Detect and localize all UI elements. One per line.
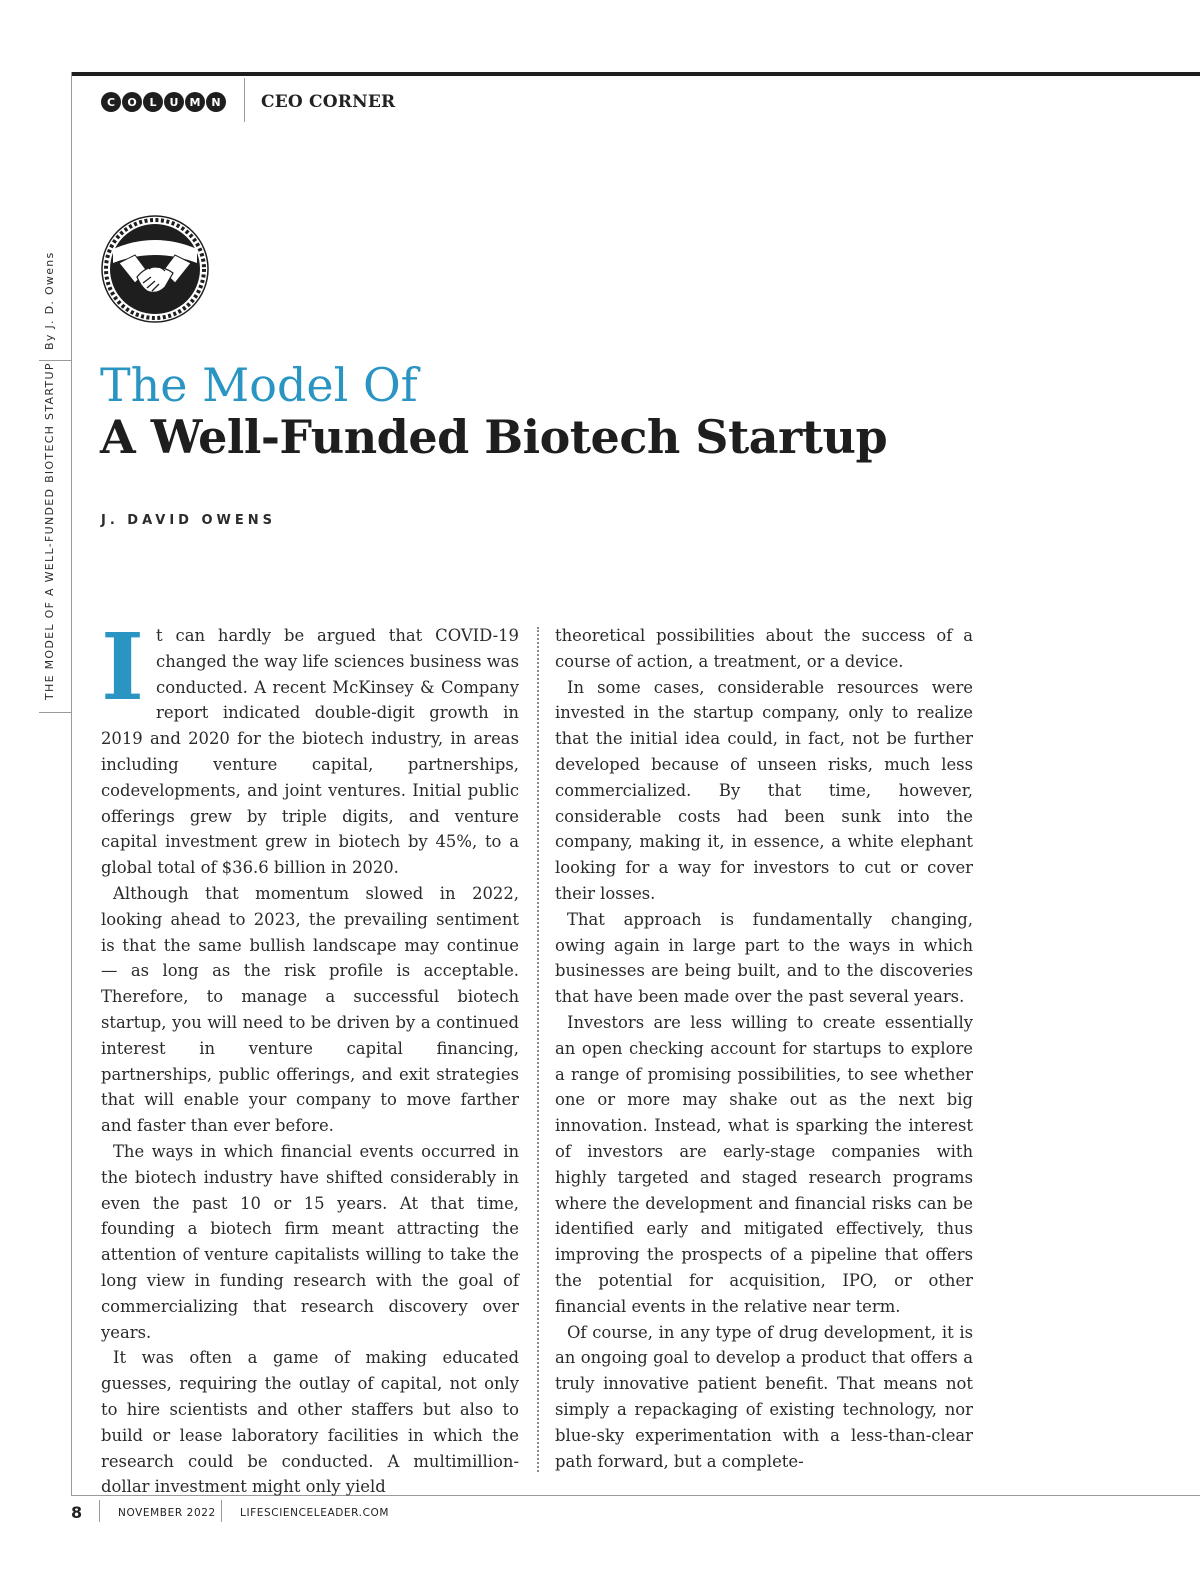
section-name: CEO CORNER	[261, 92, 396, 112]
article-title-line2: A Well-Funded Biotech Startup	[100, 410, 888, 464]
header-divider	[244, 78, 245, 122]
body-paragraph: Of course, in any type of drug development, it is an ongoing goal to develop a product that offers a truly innovative patient benefit. That means not simply a repackaging of existing technology, nor blue-sky experimentation with a less-than-clear path forward, but a complete-	[555, 1322, 973, 1471]
badge-letter: L	[143, 92, 163, 112]
badge-letter: U	[164, 92, 184, 112]
body-paragraph: theoretical possibilities about the success of a course of action, a treatment, or a device.	[555, 626, 973, 671]
column-divider	[537, 627, 539, 1472]
column-badge	[101, 92, 226, 112]
page-number: 8	[71, 1503, 83, 1522]
sidebar-byline: By J. D. Owens	[43, 251, 56, 350]
left-margin-rule	[71, 72, 72, 1496]
author-name: J. DAVID OWENS	[101, 513, 276, 528]
body-paragraph	[101, 613, 519, 881]
website-url: LIFESCIENCELEADER.COM	[240, 1507, 390, 1519]
top-rule	[72, 72, 1200, 76]
sidebar-divider	[39, 712, 71, 713]
body-paragraph: Investors are less willing to create essentially an open checking account for startups to explore a range of promising possibilities, to see whether one or more may shake out as the next big innovation. Instead, what is sparking the interest of investors are early-stage companies with highly targeted and staged research programs where the development and financial risks can be identified early and mitigated effectively, thus improving the prospects of a pipeline that offers the potential for acquisition, IPO, or other financial events in the relative near term.	[555, 1012, 973, 1316]
badge-letter: C	[101, 92, 121, 112]
drop-cap: I	[101, 613, 145, 721]
body-column-left	[101, 613, 519, 1500]
footer-divider	[99, 1500, 100, 1522]
sidebar-divider	[39, 360, 71, 361]
body-paragraph: It was often a game of making educated guesses, requiring the outlay of capital, not only to hire scientists and other staffers but also to build or lease laboratory facilities in which the research could be conducted. A multimillion-dollar investment might only yield	[101, 1348, 519, 1497]
handshake-icon	[99, 211, 211, 327]
body-paragraph: The ways in which financial events occurred in the biotech industry have shifted considerably in even the past 10 or 15 years. At that time, founding a biotech firm meant attracting the attention of venture capitalists willing to take the long view in funding research with the goal of commercializing that research discovery over years.	[101, 1141, 519, 1342]
footer-divider	[221, 1500, 222, 1522]
article-title-line1: The Model Of	[100, 358, 418, 412]
body-column-right	[555, 623, 973, 1474]
body-paragraph: Although that momentum slowed in 2022, looking ahead to 2023, the prevailing sentiment is that the same bullish landscape may continue — as long as the risk profile is acceptable. Therefore, to manage a successful biotech startup, you will need to be driven by a continued interest in venture capital financing, partnerships, public offerings, and exit strategies that will enable your company to move farther and faster than ever before.	[101, 883, 519, 1136]
issue-date: NOVEMBER 2022	[118, 1507, 216, 1519]
body-paragraph: In some cases, considerable resources were invested in the startup company, only to realize that the initial idea could, in fact, not be further developed because of unseen risks, much less commercialized. By that time, however, considerable costs had been sunk into the company, making it, in essence, a white elephant looking for a way for investors to cut or cover their losses.	[555, 677, 973, 903]
badge-letter: O	[122, 92, 142, 112]
badge-letter: M	[185, 92, 205, 112]
body-paragraph: That approach is fundamentally changing, owing again in large part to the ways in which businesses are being built, and to the discoveries that have been made over the past several years.	[555, 909, 973, 1007]
paragraph-text: t can hardly be argued that COVID-19 changed the way life sciences business was conducted. A recent McKinsey & Company report indicated double-digit growth in 2019 and 2020 for the biotech industry, in areas including venture capital, partnerships, codevelopments, and joint ventures. Initial public offerings grew by triple digits, and venture capital investment grew in biotech by 45%, to a global total of $36.6 billion in 2020.	[101, 626, 519, 878]
badge-letter: N	[206, 92, 226, 112]
sidebar-running-title: THE MODEL OF A WELL-FUNDED BIOTECH STARTUP	[43, 362, 56, 700]
